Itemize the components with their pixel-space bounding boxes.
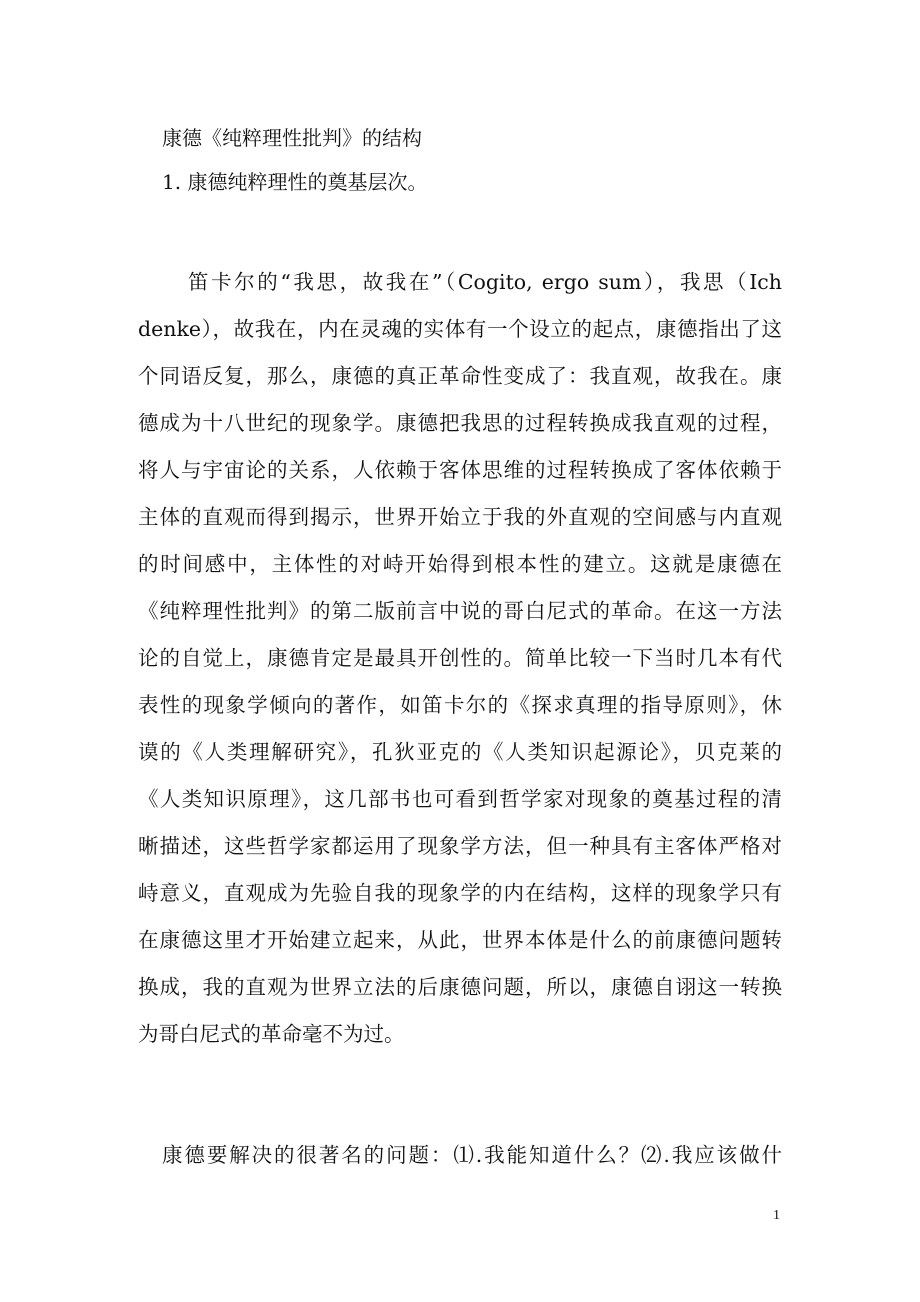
paragraph-line: 主体的直观而得到揭示，世界开始立于我的外直观的空间感与内直观 [138,505,782,529]
paragraph-line: denke），故我在，内在灵魂的实体有一个设立的起点，康德指出了这 [138,317,782,341]
page-number: 1 [773,1208,780,1223]
paragraph-line: 峙意义，直观成为先验自我的现象学的内在结构，这样的现象学只有 [138,881,782,905]
paragraph-line: 表性的现象学倾向的著作，如笛卡尔的《探求真理的指导原则》，休 [138,693,782,717]
paragraph-line: 论的自觉上，康德肯定是最具开创性的。简单比较一下当时几本有代 [138,646,782,670]
paragraph-line: 将人与宇宙论的关系，人依赖于客体思维的过程转换成了客体依赖于 [138,458,782,482]
paragraph-line: 个同语反复，那么，康德的真正革命性变成了：我直观，故我在。康 [138,364,782,388]
paragraph-line: 换成，我的直观为世界立法的后康德问题，所以，康德自诩这一转换 [138,975,782,999]
paragraph-line: 谟的《人类理解研究》，孔狄亚克的《人类知识起源论》，贝克莱的 [138,740,782,764]
paragraph-line: 《人类知识原理》，这几部书也可看到哲学家对现象的奠基过程的清 [138,787,782,811]
paragraph-line: 为哥白尼式的革命毫不为过。 [138,1022,405,1046]
document-title: 康德《纯粹理性批判》的结构 [162,126,422,150]
section-heading: 1. 康德纯粹理性的奠基层次。 [162,170,428,194]
paragraph-line: 康德要解决的很著名的问题：⑴.我能知道什么？⑵.我应该做什 [162,1143,782,1167]
paragraph-line: 晰描述，这些哲学家都运用了现象学方法，但一种具有主客体严格对 [138,834,782,858]
paragraph-line: 的时间感中，主体性的对峙开始得到根本性的建立。这就是康德在 [138,552,782,576]
paragraph-line: 《纯粹理性批判》的第二版前言中说的哥白尼式的革命。在这一方法 [138,599,782,623]
paragraph-line: 德成为十八世纪的现象学。康德把我思的过程转换成我直观的过程， [138,411,782,435]
paragraph-line: 笛卡尔的“我思，故我在”（Cogito, ergo sum），我思（Ich [188,270,782,294]
paragraph-line: 在康德这里才开始建立起来，从此，世界本体是什么的前康德问题转 [138,928,782,952]
